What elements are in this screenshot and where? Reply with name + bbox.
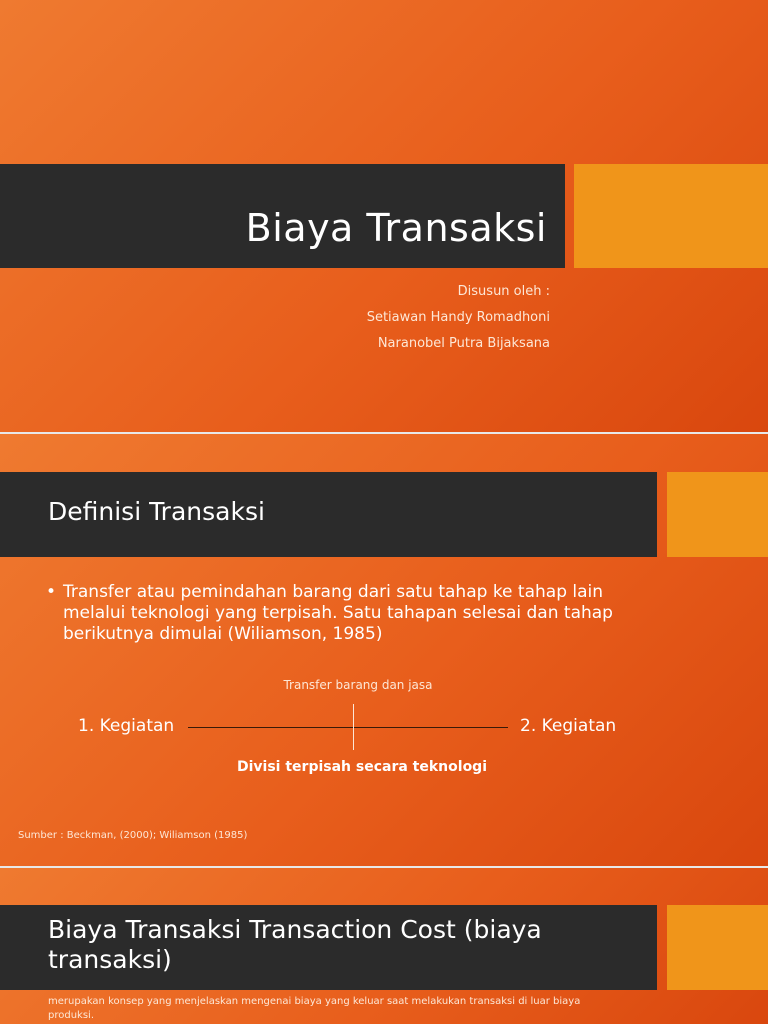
author-name: Setiawan Handy Romadhoni	[366, 310, 550, 325]
author-block	[367, 279, 550, 357]
division-divider	[353, 704, 354, 750]
slide-heading: Biaya Transaksi Transaction Cost (biaya transaksi)	[48, 915, 542, 974]
accent-block	[574, 164, 768, 268]
authors-intro: Disusun oleh :	[457, 284, 550, 299]
title-bar	[0, 164, 565, 268]
title-bar	[0, 472, 657, 557]
slide-1[interactable]	[0, 0, 768, 432]
bullet-icon: •	[46, 582, 57, 602]
slide-3[interactable]	[0, 868, 768, 1024]
body-text: merupakan konsep yang menjelaskan mengenai biaya yang keluar saat melakukan transaksi di luar biaya produksi.	[48, 996, 581, 1021]
slide-2[interactable]	[0, 434, 768, 866]
activity-2-label: 2. Kegiatan	[520, 716, 617, 736]
division-label: Divisi terpisah secara teknologi	[237, 759, 488, 775]
activity-1-label: 1. Kegiatan	[78, 716, 175, 736]
transfer-line	[188, 727, 508, 728]
slide-heading: Definisi Transaksi	[48, 497, 265, 526]
bullet-text: Transfer atau pemindahan barang dari satu tahap ke tahap lain melalui teknologi yang terpisah. Satu tahapan selesai dan tahap berikutnya dimulai (Wiliamson, 1985)	[63, 582, 613, 644]
author-name: Naranobel Putra Bijaksana	[377, 336, 550, 351]
title-bar	[0, 905, 657, 990]
source-note: Sumber : Beckman, (2000); Wiliamson (1985)	[18, 830, 248, 841]
accent-block	[667, 905, 768, 990]
bullet-item	[46, 582, 646, 645]
accent-block	[667, 472, 768, 557]
diagram-caption: Transfer barang dan jasa	[283, 678, 433, 692]
presentation-title: Biaya Transaksi	[245, 206, 547, 250]
